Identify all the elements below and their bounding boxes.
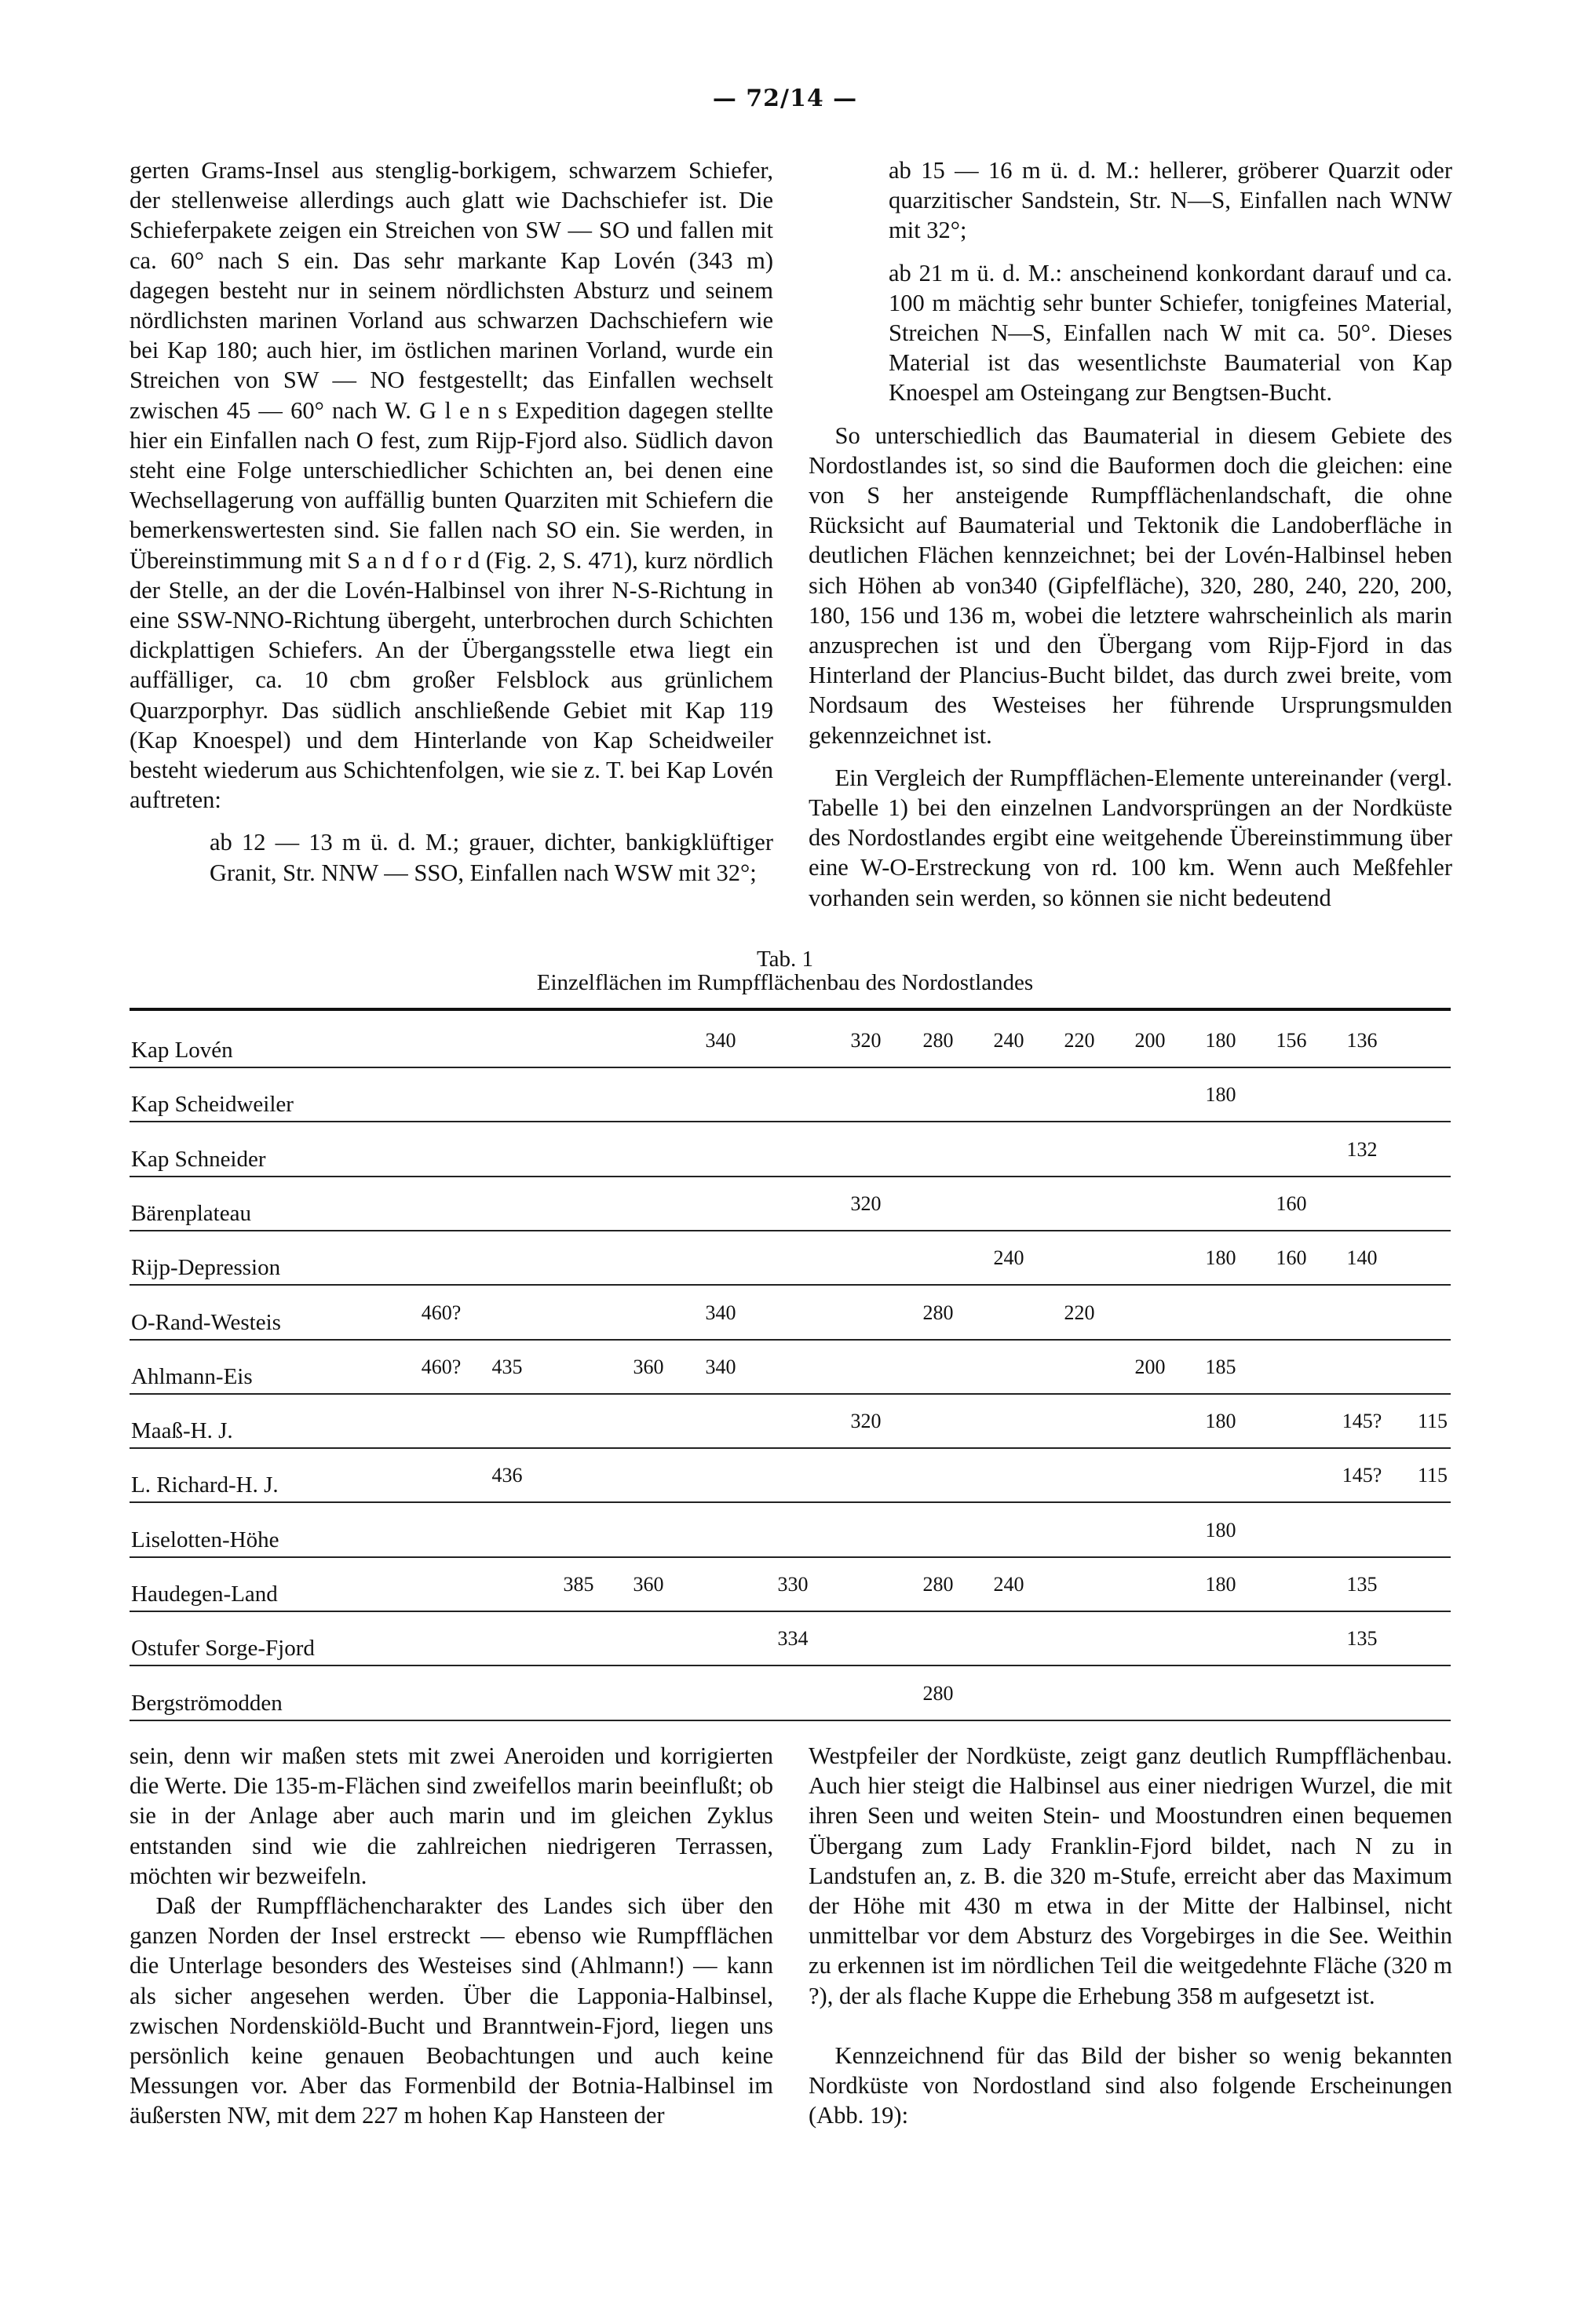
table-row <box>130 1285 1451 1341</box>
elevation-value: 180 <box>1205 1029 1236 1052</box>
layer-item: ab 12 — 13 m ü. d. M.; grauer, dichter, bankigklüftiger Granit, Str. NNW — SSO, Einfallen nach WSW mit 32°; <box>210 829 773 886</box>
row-label: O-Rand-Westeis <box>131 1309 281 1335</box>
elevation-value: 360 <box>633 1355 664 1378</box>
row-label: Ahlmann-Eis <box>131 1363 253 1389</box>
table-row <box>130 1611 1451 1666</box>
elevation-value: 460? <box>421 1301 462 1324</box>
elevation-value: 185 <box>1205 1355 1236 1378</box>
elevation-value: 436 <box>491 1464 523 1487</box>
elevation-value: 280 <box>922 1029 954 1052</box>
elevation-value: 460? <box>421 1355 462 1378</box>
layer-item: ab 15 — 16 m ü. d. M.: hellerer, gröberer Quarzit oder quarzitischer Sandstein, Str. N—S, Einfallen nach WNW mit 32°; <box>889 157 1452 244</box>
elevation-value: 340 <box>705 1301 736 1324</box>
table-row <box>130 1176 1451 1231</box>
table-row <box>130 1122 1451 1177</box>
table-row <box>130 1230 1451 1286</box>
paragraph: Westpfeiler der Nordküste, zeigt ganz deutlich Rumpfflächenbau. Auch hier steigt die Halbinsel aus einer niedrigen Wurzel, die mit ihren Seen und weiten Stein- und Moostundren einen bequemen Übergang zum Lady Franklin-Fjord bildet, nach N zu in Landstufen an, z. B. die 320 m-Stufe, erreicht aber das Maximum der Höhe mit 430 m etwa in der Mitte der Halbinsel, nicht unmittelbar vor dem Absturz des Vorgebirges in die See. Weithin zu erkennen ist im nördlichen Teil die weitgedehnte Fläche (320 m ?), der als flache Kuppe die Erhebung 358 m aufgesetzt ist. <box>809 1742 1452 2009</box>
bottom-right-text-column <box>809 1741 1452 2130</box>
elevation-value: 180 <box>1205 1573 1236 1596</box>
elevation-value: 180 <box>1205 1518 1236 1541</box>
elevation-value: 280 <box>922 1573 954 1596</box>
elevation-value: 135 <box>1346 1627 1378 1651</box>
elevation-value: 220 <box>1064 1029 1095 1052</box>
elevation-value: 140 <box>1346 1246 1378 1270</box>
elevation-value: 360 <box>633 1573 664 1596</box>
elevation-value: 180 <box>1205 1410 1236 1433</box>
elevation-value: 240 <box>993 1573 1024 1596</box>
elevation-value: 180 <box>1205 1083 1236 1107</box>
elevation-value: 280 <box>922 1681 954 1705</box>
row-label: Bergströmodden <box>131 1690 283 1716</box>
elevation-value: 156 <box>1276 1029 1307 1052</box>
table-row <box>130 1393 1451 1449</box>
table-caption: Einzelflächen im Rumpfflächenbau des Nordostlandes <box>536 970 1034 995</box>
elevation-value: 280 <box>922 1301 954 1324</box>
top-right-text-column <box>809 155 1452 913</box>
paragraph: sein, denn wir maßen stets mit zwei Aneroiden und korrigierten die Werte. Die 135-m-Flächen sind zweifellos marin beeinflußt; ob sie in der Anlage aber auch marin und im gleichen Zyklus entstanden sind wie die zahlreichen niedrigeren Terrassen, möchten wir bezweifeln. <box>130 1742 773 1889</box>
elevation-value: 385 <box>563 1573 594 1596</box>
row-label: Kap Scheidweiler <box>131 1092 294 1118</box>
elevation-value: 136 <box>1346 1029 1378 1052</box>
table-row <box>130 1665 1451 1721</box>
elevation-value: 240 <box>993 1029 1024 1052</box>
table-row <box>130 1012 1451 1068</box>
elevation-value: 200 <box>1134 1029 1166 1052</box>
paragraph: gerten Grams-Insel aus stenglig-borkigem, schwarzem Schiefer, der stellenweise allerdings auch glatt wie Dachschiefer ist. Die Schieferpakete zeigen ein Streichen von SW — SO und fallen mit ca. 60° nach S ein. Das sehr markante Kap Lovén (343 m) dagegen besteht nur in seinem nördlichsten Absturz und seinem nördlichsten marinen Vorland aus schwarzen Dachschiefern wie bei Kap 180; auch hier, im östlichen marinen Vorland, wurde ein Streichen von SW — NO festgestellt; das Einfallen wechselt zwischen 45 — 60° nach W. G l e n s Expedition dagegen stellte hier ein Einfallen nach O fest, zum Rijp-Fjord also. Südlich davon steht eine Folge unterschiedlicher Schichten an, bei denen eine Wechsellagerung von auffällig bunten Quarziten mit Schiefern die bemerkenswertesten sind. Sie fallen nach SO ein. Sie werden, in Übereinstimmung mit S a n d f o r d (Fig. 2, S. 471), kurz nördlich der Stelle, an der die Lovén-Halbinsel von ihrer N-S-Richtung in eine SSW-NNO-Richtung übergeht, unterbrochen durch Schichten dickplattigen Schiefers. An der Übergangsstelle etwa liegt ein auffälliger, ca. 10 cbm großer Felsblock aus grünlichem Quarzporphyr. Das südlich anschließende Gebiet mit Kap 119 (Kap Knoespel) und dem Hinterlande von Kap Scheidweiler besteht wiederum aus Schichtenfolgen, wie sie z. T. bei Kap Lovén auftreten: <box>130 157 773 814</box>
elevation-value: 435 <box>491 1355 523 1378</box>
table-top-rule <box>130 1008 1451 1011</box>
bottom-left-text-column <box>130 1741 773 2131</box>
table-row <box>130 1556 1451 1612</box>
table-label: Tab. 1 <box>756 947 814 972</box>
elevation-value: 240 <box>993 1246 1024 1270</box>
elevation-value: 135 <box>1346 1573 1378 1596</box>
table-row <box>130 1339 1451 1395</box>
paragraph: So unterschiedlich das Baumaterial in diesem Gebiete des Nordostlandes ist, so sind die Bauformen doch die gleichen: eine von S her ansteigende Rumpfflächenlandschaft, die ohne Rücksicht auf Baumaterial und Tektonik die Landoberfläche in deutlichen Flächen kennzeichnet; bei der Lovén-Halbinsel heben sich Höhen ab von340 (Gipfelfläche), 320, 280, 240, 220, 200, 180, 156 und 136 m, wobei die letztere wahrscheinlich als marin anzusprechen ist und den Übergang vom Rijp-Fjord in das Hinterland der Plancius-Bucht bildet, das durch zwei breite, vom Nordsaum des Westeises her führende Ursprungsmulden gekennzeichnet ist. <box>809 421 1452 749</box>
elevation-value: 115 <box>1417 1464 1448 1487</box>
elevation-value: 320 <box>850 1191 882 1215</box>
table-row <box>130 1067 1451 1122</box>
row-label: Rijp-Depression <box>131 1255 281 1281</box>
paragraph: Daß der Rumpfflächencharakter des Landes sich über den ganzen Norden der Insel erstreckt — ebenso wie Rumpfflächen die Unterlage besonders des Westeises sind (Ahlmann!) — kann als sicher angesehen werden. Über die Lapponia-Halbinsel, zwischen Nordenskiöld-Bucht und Branntwein-Fjord, liegen uns persönlich keine genauen Beobachtungen und auch keine Messungen vor. Aber das Formenbild der Botnia-Halbinsel im äußersten NW, mit dem 227 m hohen Kap Hansteen der <box>130 1892 773 2129</box>
table-row <box>130 1447 1451 1503</box>
paragraph: Kennzeichnend für das Bild der bisher so wenig bekannten Nordküste von Nordostland sind also folgende Erscheinungen (Abb. 19): <box>809 2041 1452 2129</box>
elevation-value: 160 <box>1276 1191 1307 1215</box>
row-label: Kap Schneider <box>131 1146 266 1172</box>
elevation-value: 340 <box>705 1355 736 1378</box>
elevation-value: 220 <box>1064 1301 1095 1324</box>
row-label: Haudegen-Land <box>131 1582 278 1607</box>
row-label: Maaß-H. J. <box>131 1418 233 1444</box>
elevation-value: 180 <box>1205 1246 1236 1270</box>
elevation-value: 132 <box>1346 1137 1378 1161</box>
row-label: L. Richard-H. J. <box>131 1472 279 1498</box>
row-label: Ostufer Sorge-Fjord <box>131 1636 315 1662</box>
layer-item: ab 21 m ü. d. M.: anscheinend konkordant darauf und ca. 100 m mächtig sehr bunter Schiefer, tonigfeines Material, Streichen N—S, Einfallen nach W mit ca. 50°. Dieses Material ist das wesentlichste Baumaterial von Kap Knoespel am Osteingang zur Bengtsen-Bucht. <box>889 259 1452 407</box>
row-label: Bärenplateau <box>131 1200 251 1226</box>
elevation-value: 330 <box>777 1573 809 1596</box>
row-label: Kap Lovén <box>131 1038 233 1063</box>
row-label: Liselotten-Höhe <box>131 1527 279 1552</box>
elevation-value: 115 <box>1417 1410 1448 1433</box>
page-number: — 72/14 — <box>712 85 858 112</box>
elevation-value: 145? <box>1342 1410 1382 1433</box>
top-left-text-column <box>130 155 773 888</box>
elevation-value: 145? <box>1342 1464 1382 1487</box>
table-row <box>130 1502 1451 1558</box>
elevation-value: 340 <box>705 1029 736 1052</box>
elevation-value: 200 <box>1134 1355 1166 1378</box>
elevation-value: 334 <box>777 1627 809 1651</box>
elevation-value: 320 <box>850 1410 882 1433</box>
paragraph: Ein Vergleich der Rumpfflächen-Elemente untereinander (vergl. Tabelle 1) bei den einzelnen Landvorsprüngen an der Nordküste des Nordostlandes ergibt eine weitgehende Übereinstimmung über eine W-O-Erstreckung von rd. 100 km. Wenn auch Meßfehler vorhanden sein werden, so können sie nicht bedeutend <box>809 764 1452 911</box>
elevation-value: 160 <box>1276 1246 1307 1270</box>
elevation-value: 320 <box>850 1029 882 1052</box>
